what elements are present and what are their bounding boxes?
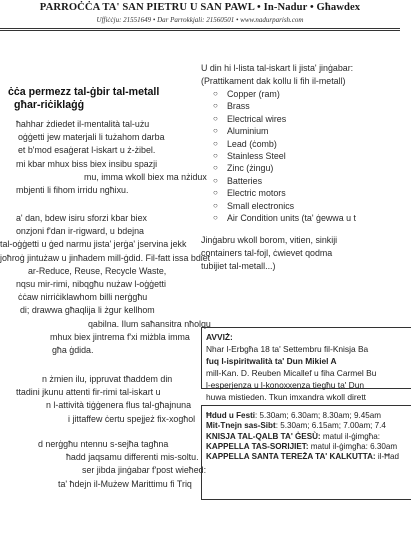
list-item: ○ Aluminium — [213, 126, 269, 137]
paragraph-line: n l-attività tiġġenera flus tal-għajnuna — [46, 400, 192, 411]
list-item: ○ Small electronics — [213, 200, 295, 211]
article-paragraph — [0, 373, 198, 426]
parish-title: PARROĊĊA TA' SAN PIETRU U SAN PAWL • In-Nadur • Għawdex — [39, 2, 361, 13]
header-rule-top — [0, 28, 400, 29]
schedule-row: KNISJA TAL-QALB TA' ĠESÙ: matul il-ġimgħa: — [206, 431, 381, 441]
paragraph-line: d nerġgħu ntennu s-sejħa tagħna — [38, 439, 169, 449]
notice-line: fuq l-ispiritwalità ta' Dun Mikiel A — [206, 356, 337, 366]
list-item: ○ Stainless Steel — [213, 151, 286, 162]
article-paragraph — [0, 212, 211, 357]
list-item: ○ Brass — [213, 101, 250, 112]
paragraph-line: tal-oġġetti u ġed narmu jista' jerġa' jservina jekk — [0, 239, 187, 250]
paragraph-line: joħroġ jintużaw u jinħadem mill-ġdid. Fil-fatt issa bdiet — [0, 252, 211, 263]
paragraph-line: n żmien ilu, ippruvat tħaddem din — [42, 374, 173, 384]
notice-line: huwa mistieden. Tkun imxandra wkoll dirett — [206, 392, 366, 402]
paragraph-line: ta' ħdejn il-Mużew Marittimu fi Triq — [58, 478, 192, 489]
list-intro-note: (Prattikament dak kollu li fih il-metall) — [201, 76, 346, 86]
paragraph-line: mi kbar mhux biss biex insibu spazji — [16, 158, 158, 169]
schedule-row: KAPPELLA TAS-SORIJIET: matul il-ġimgħa: 6.30am — [206, 441, 398, 451]
paragraph-line: oġġetti jew materjali li tużahom darba — [18, 132, 165, 143]
notice-label: AVVIŻ: — [206, 332, 233, 342]
parish-contact-line: Uffiċċju: 21551649 • Dar Parrokkjali: 21560501 • www.nadurparish.com — [96, 16, 304, 24]
recyclable-items-list — [207, 88, 397, 224]
article-paragraph — [0, 118, 207, 197]
list-item: ○ Lead (ċomb) — [213, 138, 277, 149]
paragraph-line: qabilna. Ilum saħansitra nħolqu — [88, 318, 211, 329]
paragraph-line: et b'mod esaġerat l-iskart u ż-żibel. — [18, 145, 156, 156]
newsletter-header — [0, 0, 400, 40]
paragraph-line: i jittaffew ċertu spejjeż fix-xogħol — [68, 413, 196, 424]
paragraph-line: mbjenti li fihom irridu ngħixu. — [16, 185, 129, 196]
bullet-circle-icon: ○ — [213, 188, 218, 198]
bullet-circle-icon: ○ — [213, 113, 218, 123]
article-paragraph — [0, 438, 207, 491]
paragraph-line: ttadini jkunu attenti fir-rimi tal-iskart u — [16, 387, 161, 398]
paragraph-line: nqsu mir-rimi, nibqgħu nużaw l-oġġetti — [16, 279, 166, 290]
headline-line: ċċa permezz tal-ġbir tal-metall — [8, 86, 160, 98]
schedule-row: Mit-Tnejn sas-Sibt: 5.30am; 6.15am; 7.00am; 7.4 — [206, 421, 386, 431]
list-closing-line: containers tal-fojl, ċwievet qodma — [201, 248, 333, 258]
bullet-circle-icon: ○ — [213, 126, 218, 136]
bullet-circle-icon: ○ — [213, 151, 218, 161]
bullet-circle-icon: ○ — [213, 175, 218, 185]
paragraph-line: a' dan, bdew isiru sforzi kbar biex — [16, 213, 147, 223]
bullet-circle-icon: ○ — [213, 200, 218, 210]
paragraph-line: ħahhar żdiedet il-mentalità tal-użu — [16, 119, 150, 129]
bullet-circle-icon: ○ — [213, 213, 218, 223]
list-closing-line: tubijiet tal-metall...) — [201, 261, 276, 271]
paragraph-line: di; drawwa għaqlija li żgur kellhom — [20, 305, 155, 316]
list-closing-line: Jinġabru wkoll borom, vitien, sinkiji — [201, 235, 338, 245]
schedule-row: Ħdud u Festi: 5.30am; 6.30am; 8.30am; 9.45am — [206, 411, 381, 420]
schedule-row: KAPPELLA SANTA TEREŻA TA' KALKUTTA: il-Ħad — [206, 452, 400, 462]
notice-line: Nhar l-Erbgħa 18 ta' Settembru fil-Knisja Ba — [206, 344, 369, 354]
paragraph-line: ar-Reduce, Reuse, Recycle Waste, — [28, 265, 167, 276]
paragraph-line: għa ġdida. — [52, 345, 94, 356]
list-item: ○ Copper (ram) — [213, 89, 280, 99]
bullet-circle-icon: ○ — [213, 138, 218, 148]
paragraph-line: mhux biex jintrema f'xi miżbla imma — [50, 331, 190, 342]
bullet-circle-icon: ○ — [213, 163, 218, 173]
notice-line: l-esperjenza u l-konoxxenza tiegħu ta' Dun — [206, 380, 365, 390]
list-item: ○ Electrical wires — [213, 113, 287, 124]
notice-line: mill-Kan. D. Reuben Micallef u fiha Carmel Bu — [206, 368, 377, 378]
list-item: ○ Electric motors — [213, 188, 286, 199]
paragraph-line: ser jibda jinġabar f'post wieħed: — [82, 465, 207, 476]
paragraph-line: ħadd jaqsamu differenti mis-soltu. — [66, 452, 199, 463]
notice-box — [201, 327, 411, 402]
list-item: ○ Zinc (żingu) — [213, 163, 274, 174]
paragraph-line: onzjoni f'dan ir-rigward, u bdejna — [16, 226, 144, 237]
left-article-column — [0, 60, 211, 533]
list-item: ○ Batteries — [213, 175, 263, 186]
header-rule-bottom — [0, 30, 400, 31]
paragraph-line: ċċaw nirriċiklawhom billi nerġgħu — [18, 292, 148, 303]
list-item: ○ Air Condition units (ta' ġewwa u t — [213, 213, 356, 224]
bullet-circle-icon: ○ — [213, 89, 218, 98]
bullet-circle-icon: ○ — [213, 101, 218, 111]
paragraph-line: mu, imma wkoll biex ma nżidux — [84, 171, 207, 182]
mass-schedule-box — [201, 405, 411, 500]
list-intro: U din hi l-lista tal-iskart li jista' jinġabar: — [201, 63, 354, 73]
headline-line: għar-riċiklaġġ — [14, 99, 85, 111]
